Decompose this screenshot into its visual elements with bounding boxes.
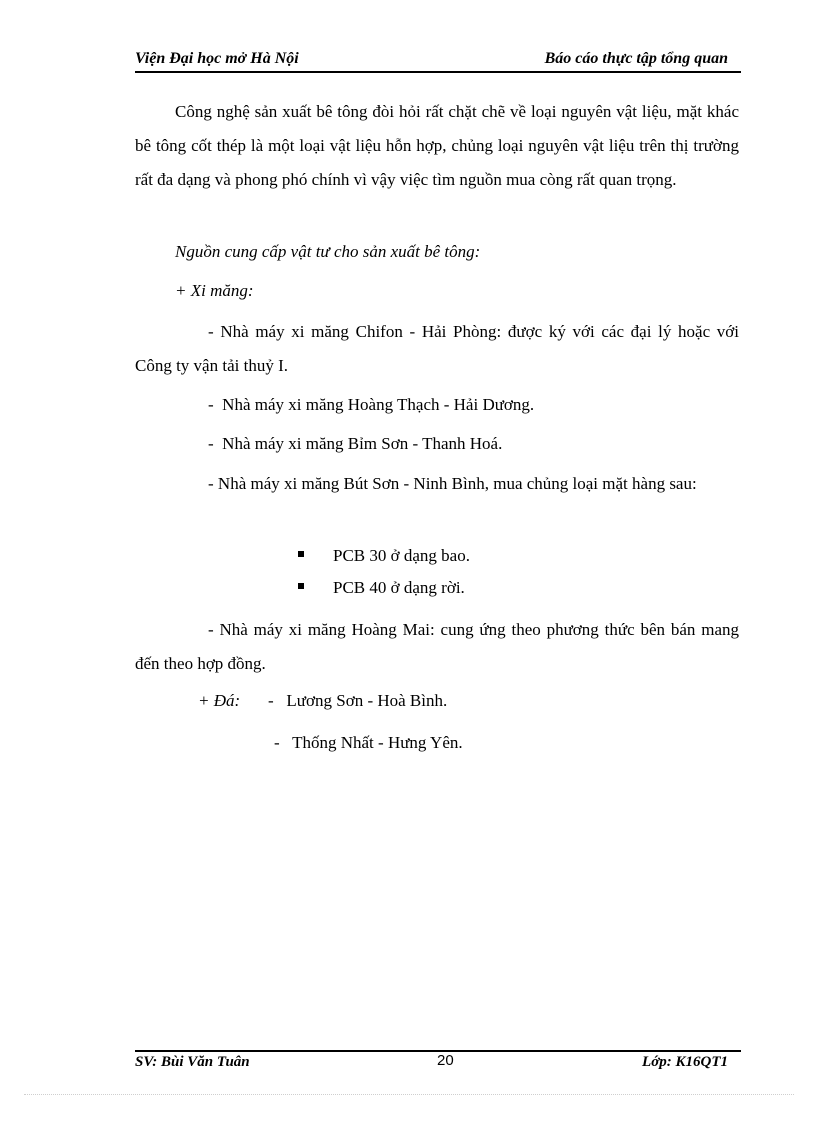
cement-item-bim-son: - Nhà máy xi măng Bỉm Sơn - Thanh Hoá. — [208, 434, 503, 453]
cement-item-chifon: - Nhà máy xi măng Chifon - Hải Phòng: được ký với các đại lý hoặc với Công ty vận tải thuỷ I. — [135, 322, 739, 375]
cement-item-hoang-thach: - Nhà máy xi măng Hoàng Thạch - Hải Dương. — [208, 395, 535, 414]
cement-item-but-son: - Nhà máy xi măng Bút Sơn - Ninh Bình, mua chủng loại mặt hàng sau: — [208, 474, 697, 493]
footer-class: Lớp: K16QT1 — [642, 1054, 728, 1070]
footer-student: SV: Bùi Văn Tuân — [135, 1054, 250, 1070]
stone-item-luong-son: - Lương Sơn - Hoà Bình. — [268, 691, 448, 710]
cement-item-hoang-mai: - Nhà máy xi măng Hoàng Mai: cung ứng theo phương thức bên bán mang đến theo hợp đồng. — [135, 620, 739, 673]
supply-heading: Nguồn cung cấp vật tư cho sản xuất bê tông: — [175, 242, 481, 261]
stone-heading: + Đá: — [198, 691, 241, 710]
header-rule — [135, 71, 741, 73]
product-bullet-pcb30: PCB 30 ở dạng bao. — [333, 546, 470, 565]
product-bullet-pcb40: PCB 40 ở dạng rời. — [333, 578, 465, 597]
square-bullet-icon — [298, 551, 304, 557]
header-institution: Viện Đại học mở Hà Nội — [135, 50, 299, 67]
header-report-title: Báo cáo thực tập tổng quan — [544, 50, 728, 67]
page-bottom-dotted-border — [24, 1094, 794, 1095]
cement-heading-text: + Xi măng: — [175, 281, 254, 300]
square-bullet-icon — [298, 583, 304, 589]
stone-item-thong-nhat: - Thống Nhất - Hưng Yên. — [274, 733, 463, 752]
intro-paragraph: Công nghệ sản xuất bê tông đòi hỏi rất chặt chẽ về loại nguyên vật liệu, mặt khác bê tông cốt thép là một loại vật liệu hỗn hợp, chủng loại nguyên vật liệu trên thị trường rất đa dạng và phong phó chính vì vậy việc tìm nguồn mua còng rất quan trọng. — [135, 102, 739, 189]
page-number: 20 — [437, 1052, 454, 1069]
cement-heading — [175, 281, 254, 301]
